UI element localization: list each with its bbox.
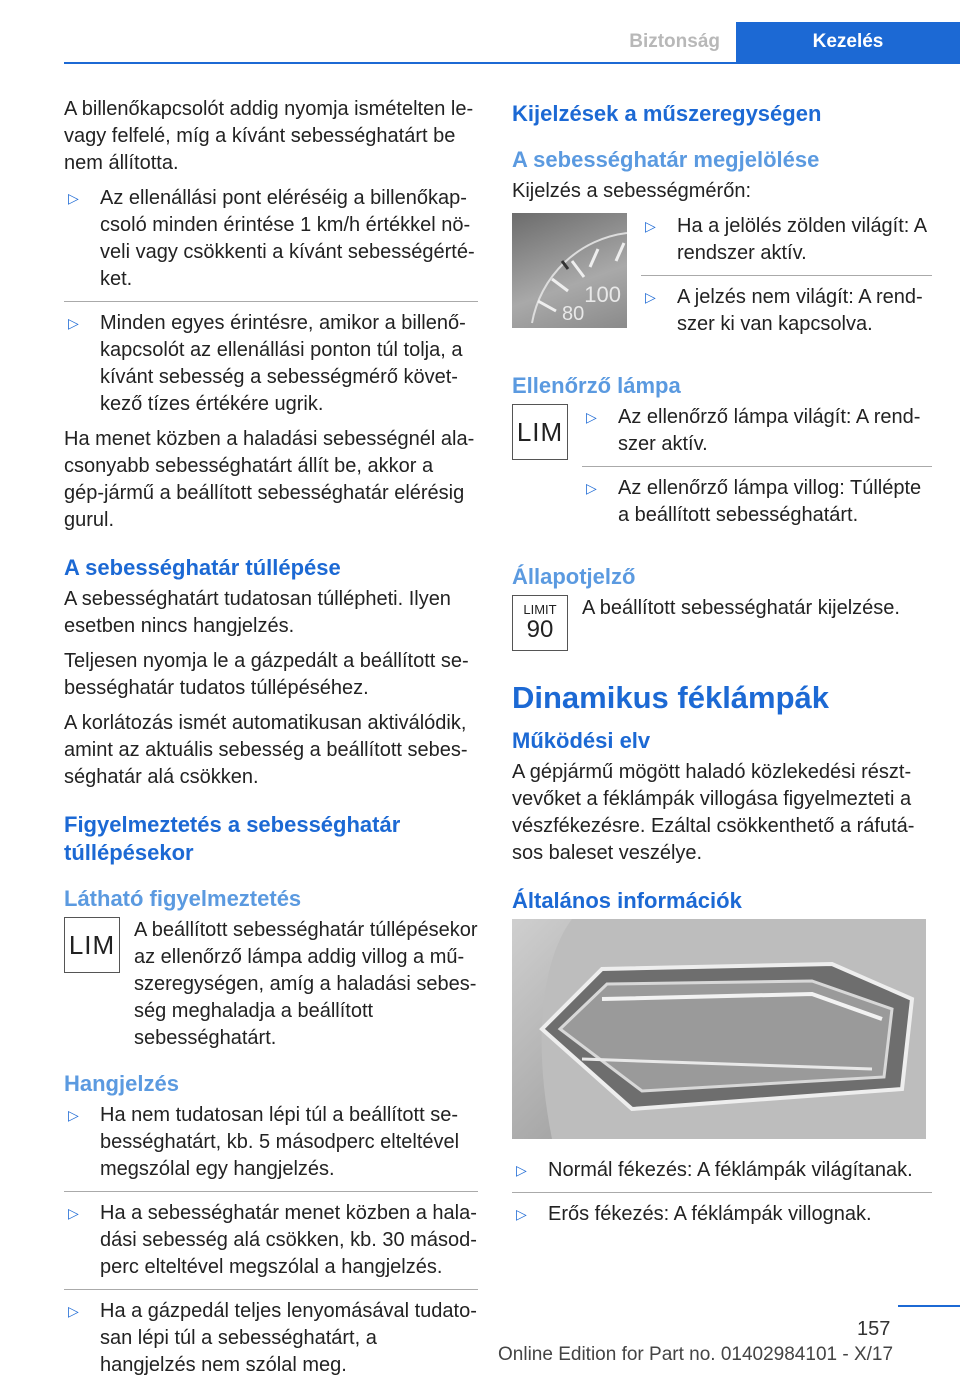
speed-80-label: 80 <box>562 303 585 325</box>
paragraph: A beállított sebességhatár túllépésekor az ellenőrző lámpa addig villog a mű-szeregységen, amíg a haladási sebes-ség meghaladja a beállított sebességhatárt. <box>134 919 478 1049</box>
status-row <box>512 595 932 651</box>
page-number: 157 <box>857 1318 891 1340</box>
taillight-icon <box>512 919 926 1139</box>
paragraph: Teljesen nyomja le a gázpedált a beállított se-bességhatár tudatos túllépéséhez. <box>64 650 469 699</box>
left-column <box>64 96 478 1395</box>
heading-hangjelzes: Hangjelzés <box>64 1071 179 1096</box>
bullet-list-fek <box>512 1157 932 1236</box>
heading-kijelzesek: Kijelzések a műszeregységen <box>512 101 822 126</box>
list-item: ▷ Ha a gázpedál teljes lenyomásával tudato-san lépi túl a sebességhatárt, a hangjelzés nem szólal meg. <box>64 1298 478 1387</box>
heading-figyelmeztetes: Figyelmeztetés a sebességhatár túllépésekor <box>64 812 401 865</box>
footer-divider <box>898 1305 960 1307</box>
indicator-row <box>512 404 932 545</box>
paragraph: A beállított sebességhatár kijelzése. <box>582 597 900 619</box>
paragraph: A sebességhatárt tudatosan túllépheti. Ilyen esetben nincs hangjelzés. <box>64 588 451 637</box>
heading-lathato: Látható figyelmeztetés <box>64 886 302 911</box>
visual-warning-row <box>64 917 478 1052</box>
heading-altalanos: Általános információk <box>512 888 742 913</box>
rolling-paragraph: Ha menet közben a haladási sebességnél ala-csonyabb sebességhatárt állít be, akkor a gép-jármű a beállított sebességhatár elérésig gurul. <box>64 428 475 531</box>
page-header <box>64 22 960 64</box>
paragraph: A korlátozás ismét automatikusan aktiválódik, amint az aktuális sebesség a beállított sebes-séghatár alá csökken. <box>64 712 468 788</box>
limit-90-icon: LIMIT 90 <box>512 595 568 651</box>
heading-dinamikus-feklampak: Dinamikus féklámpák <box>512 680 830 715</box>
paragraph: A gépjármű mögött haladó közlekedési részt-vevőket a féklámpák villogása figyelmezteti a vészfékezésre. Ezáltal csökkenthető a ráfutá-sos baleset veszélye. <box>512 761 915 864</box>
lim-icon: LIM <box>64 917 120 973</box>
speedometer-row <box>512 213 932 354</box>
right-column <box>512 96 932 1244</box>
tab-biztonsag[interactable]: Biztonság <box>629 31 720 52</box>
list-item: ▷ Erős fékezés: A féklámpák villognak. <box>512 1201 932 1236</box>
list-item: ▷ Ha a sebességhatár menet közben a hala-dási sebesség alá csökken, kb. 30 másod-perc elteltével megszólal a hangjelzés. <box>64 1200 478 1290</box>
heading-allapotjelzo: Állapotjelző <box>512 564 636 589</box>
paragraph: Kijelzés a sebességmérőn: <box>512 180 752 202</box>
heading-ellenorzo-lampa: Ellenőrző lámpa <box>512 373 681 398</box>
list-item: ▷ Az ellenállási pont eléréséig a billenőkap-csoló minden érintése 1 km/h értékkel nö-veli vagy csökkenti a kívánt sebességérté-ket. <box>64 185 478 302</box>
list-item: ▷ Ha a jelölés zölden világít: A rendszer aktív. <box>641 213 932 276</box>
intro-paragraph: A billenőkapcsolót addig nyomja ismételten le- vagy felfelé, míg a kívánt sebességhatárt be nem állította. <box>64 98 474 174</box>
bullet-list-lampa <box>582 404 932 545</box>
list-item: ▷ Ha nem tudatosan lépi túl a beállított se-bességhatárt, kb. 5 másodperc elteltével megszólal egy hangjelzés. <box>64 1102 478 1192</box>
tab-kezeles[interactable]: Kezelés <box>736 22 960 62</box>
list-item: ▷ A jelzés nem világít: A rend-szer ki van kapcsolva. <box>641 284 932 346</box>
list-item: ▷ Az ellenőrző lámpa villog: Túllépte a beállított sebességhatárt. <box>582 475 932 537</box>
list-item: ▷ Az ellenőrző lámpa világít: A rend-szer aktív. <box>582 404 932 467</box>
bullet-list-sound <box>64 1102 478 1387</box>
heading-jeloles: A sebességhatár megjelölése <box>512 147 820 172</box>
speed-100-label: 100 <box>584 282 621 307</box>
bullet-list-setting <box>64 185 478 426</box>
lim-icon: LIM <box>512 404 568 460</box>
heading-mukodesi-elv: Működési elv <box>512 728 651 753</box>
heading-tullepes: A sebességhatár túllépése <box>64 555 341 580</box>
list-item: ▷ Minden egyes érintésre, amikor a billenő-kapcsolót az ellenállási ponton túl tolja, a kívánt sebesség a sebességmérő követ-kező tízes értékére ugrik. <box>64 310 478 426</box>
bullet-list-speedo <box>641 213 932 354</box>
edition-footer: Online Edition for Part no. 01402984101 - X/17 <box>498 1344 894 1365</box>
taillight-image <box>512 919 926 1139</box>
list-item: ▷ Normál fékezés: A féklámpák világítanak. <box>512 1157 932 1193</box>
speedometer-image <box>512 213 627 328</box>
